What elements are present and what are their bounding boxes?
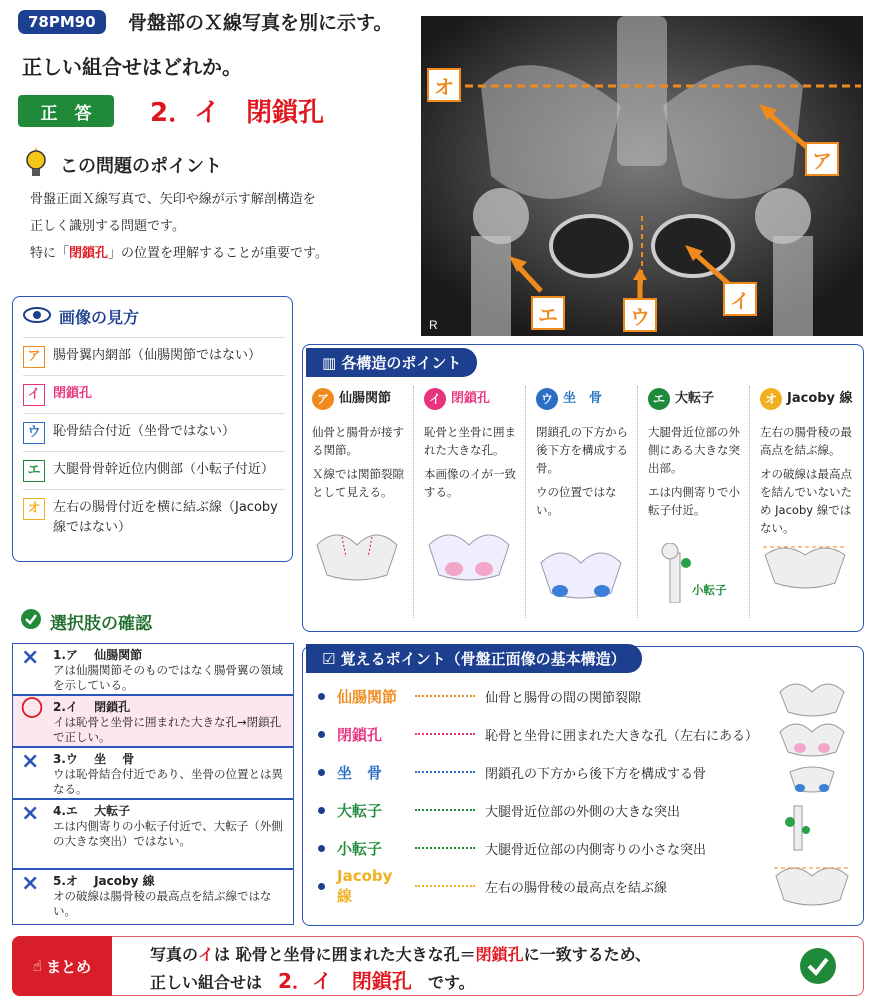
image-guide-panel [12, 296, 293, 562]
guide-item-e: エ 大腿骨骨幹近位内側部（小転子付近） [23, 451, 285, 482]
choice-2: 〇 2.イ 閉鎖孔 イは恥骨と坐骨に囲まれた大きな孔→閉鎖孔で正しい。 [12, 695, 294, 747]
pointing-hand-icon: ☝ [32, 957, 43, 975]
pelvis-illustration [424, 525, 514, 585]
checkbox-icon: ☑ [322, 650, 341, 668]
svg-text:R: R [429, 318, 438, 332]
book-icon: ▥ [322, 354, 342, 372]
check-circle-icon [798, 946, 838, 990]
pelvis-illustration [312, 525, 402, 585]
structures-title: ▥ 各構造のポイント [306, 348, 477, 377]
pelvis-xray-image [421, 16, 863, 336]
memo-row: 大転子 大腿骨近位部の外側の大きな突出 [318, 796, 758, 824]
guide-item-o: オ 左右の腸骨付近を横に結ぶ線（Jacoby 線ではない） [23, 489, 285, 538]
question-line1: 骨盤部のＸ線写真を別に示す。 [128, 12, 393, 34]
summary-badge: ☝ まとめ [12, 936, 112, 996]
guide-title: 画像の見方 [23, 305, 139, 328]
structure-col-i: イ 閉鎖孔 恥骨と坐骨に囲まれた大きな孔。 本画像のイが一致する。 [418, 385, 523, 625]
summary-text: 写真のイは 恥骨と坐骨に囲まれた大きな孔＝閉鎖孔に一致するため、 正しい組合せは 2．イ 閉鎖孔 です。 [150, 945, 651, 993]
choices-title: 選択肢の確認 [20, 608, 152, 635]
choice-1: × 1.ア 仙腸関節 アは仙腸関節そのものではなく腸骨翼の領域を示している。 [12, 643, 294, 695]
guide-item-a: ア 腸骨翼内網部（仙腸関節ではない） [23, 337, 285, 368]
guide-item-u: ウ 恥骨結合付近（坐骨ではない） [23, 413, 285, 444]
check-circle-icon [20, 608, 42, 635]
guide-item-i: イ 閉鎖孔 [23, 375, 285, 406]
choice-4: × 4.エ 大転子 エは内側寄りの小転子付近で、大転子（外側の大きな突出）ではない。 [12, 799, 294, 869]
structure-col-a: ア 仙腸関節 仙骨と腸骨が接する関節。 Ｘ線では関節裂隙として見える。 [306, 385, 411, 625]
label-u: ウ [623, 298, 657, 332]
memo-row: 閉鎖孔 恥骨と坐骨に囲まれた大きな孔（左右にある） [318, 720, 758, 748]
memo-row: Jacoby 線 左右の腸骨稜の最高点を結ぶ線 [318, 872, 758, 900]
memo-row: 坐 骨 閉鎖孔の下方から後下方を構成する骨 [318, 758, 758, 786]
answer-badge: 正 答 [18, 95, 114, 127]
point-title: この問題のポイント [60, 156, 222, 177]
memo-row: 小転子 大腿骨近位部の内側寄りの小さな突出 [318, 834, 758, 862]
eye-icon [23, 307, 51, 327]
choice-3: × 3.ウ 坐 骨 ウは恥骨結合付近であり、坐骨の位置とは異なる。 [12, 747, 294, 799]
memo-row: 仙腸関節 仙骨と腸骨の間の関節裂隙 [318, 682, 758, 710]
answer-text: 2．イ 閉鎖孔 [150, 98, 325, 128]
structure-col-u: ウ 坐 骨 閉鎖孔の下方から後下方を構成する骨。 ウの位置ではない。 [530, 385, 635, 625]
lightbulb-icon [22, 148, 50, 184]
structure-col-e: エ 大転子 大腿骨近位部の外側にある大きな突出部。 エは内側寄りで小転子付近。 小転子 [642, 385, 747, 625]
memo-title: ☑ 覚えるポイント（骨盤正面像の基本構造） [306, 644, 642, 673]
pelvis-illustration [536, 543, 626, 603]
choice-5: × 5.オ Jacoby 線 オの破線は腸骨稜の最高点を結ぶ線ではない。 [12, 869, 294, 925]
label-i: イ [723, 282, 757, 316]
label-e: エ [531, 296, 565, 330]
point-description: 骨盤正面Ｘ線写真で、矢印や線が示す解剖構造を 正しく識別する問題です。 特に「閉鎖孔」の位置を理解することが重要です。 [30, 192, 328, 261]
pelvis-illustration [760, 541, 850, 591]
question-line2: 正しい組合せはどれか。 [22, 55, 242, 79]
question-id: 78PM90 [18, 10, 106, 34]
label-o: オ [427, 68, 461, 102]
memo-illustrations [772, 672, 852, 922]
label-a: ア [805, 142, 839, 176]
structure-col-o: オ Jacoby 線 左右の腸骨稜の最高点を結ぶ線。 オの破線は最高点を結んでいないため Jacoby 線ではない。 [754, 385, 859, 625]
